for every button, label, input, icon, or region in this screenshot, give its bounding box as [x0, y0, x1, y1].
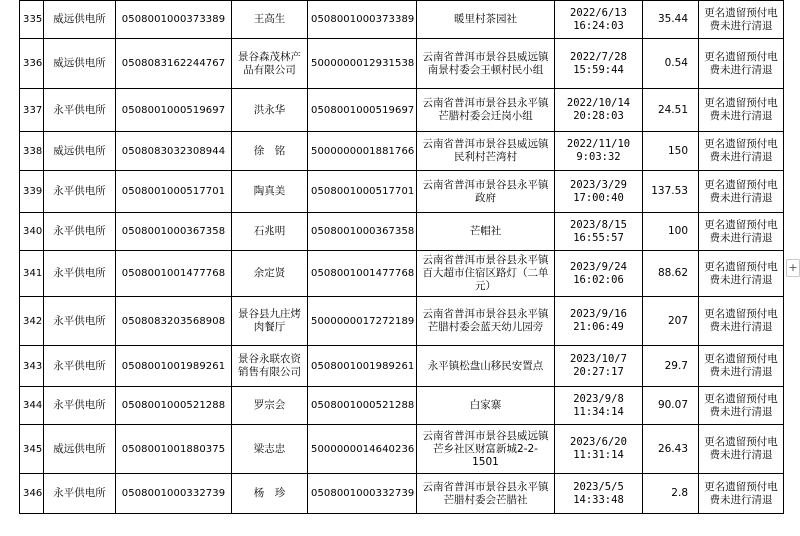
- amount-cell: 90.07: [643, 387, 699, 425]
- time-text: 17:00:40: [573, 191, 624, 204]
- office-cell: 永平供电所: [44, 213, 116, 251]
- amount-cell: 207: [643, 297, 699, 346]
- amount-cell: 29.7: [643, 346, 699, 387]
- meter-number-cell: 0508001001989261: [308, 346, 417, 387]
- date-text: 2023/10/7: [570, 353, 627, 365]
- customer-name-cell: 徐 铭: [232, 132, 308, 171]
- customer-name-cell: 余定贤: [232, 251, 308, 297]
- time-text: 16:24:03: [573, 19, 624, 32]
- reason-cell: 更名遗留预付电费未进行清退: [699, 297, 784, 346]
- date-text: 2023/5/5: [573, 480, 624, 493]
- account-number-cell: 0508001000332739: [116, 474, 232, 514]
- account-number-cell: 0508001000517701: [116, 171, 232, 213]
- datetime-cell: [555, 213, 643, 251]
- reason-cell: 更名遗留预付电费未进行清退: [699, 425, 784, 474]
- datetime-cell: [555, 297, 643, 346]
- time-text: 20:27:17: [573, 366, 624, 378]
- address-cell: 云南省普洱市景谷县威远镇南景村委会王顿村民小组: [417, 39, 555, 89]
- account-number-cell: 0508001001880375: [116, 425, 232, 474]
- time-text: 16:55:57: [573, 231, 624, 244]
- date-text: 2023/6/20: [570, 436, 627, 448]
- date-text: 2022/11/10: [566, 138, 631, 150]
- row-number: 341: [20, 251, 44, 297]
- reason-cell: 更名遗留预付电费未进行清退: [699, 346, 784, 387]
- date-text: 2023/9/8: [573, 392, 624, 405]
- meter-number-cell: 0508001000373389: [308, 1, 417, 39]
- row-number: 344: [20, 387, 44, 425]
- account-number-cell: 0508083203568908: [116, 297, 232, 346]
- table-row: [20, 39, 784, 89]
- datetime-cell: [555, 474, 643, 514]
- reason-cell: 更名遗留预付电费未进行清退: [699, 1, 784, 39]
- account-number-cell: 0508001001477768: [116, 251, 232, 297]
- customer-name-cell: 梁志忠: [232, 425, 308, 474]
- office-cell: 威远供电所: [44, 1, 116, 39]
- meter-number-cell: 0508001000521288: [308, 387, 417, 425]
- customer-name-cell: 洪永华: [232, 89, 308, 132]
- meter-number-cell: 5000000001881766: [308, 132, 417, 171]
- reason-cell: 更名遗留预付电费未进行清退: [699, 474, 784, 514]
- row-number: 343: [20, 346, 44, 387]
- address-cell: 云南省普洱市景谷县威远镇芒乡社区财富新城2-2-1501: [417, 425, 555, 474]
- row-number: 346: [20, 474, 44, 514]
- amount-cell: 137.53: [643, 171, 699, 213]
- reason-cell: 更名遗留预付电费未进行清退: [699, 171, 784, 213]
- reason-cell: 更名遗留预付电费未进行清退: [699, 387, 784, 425]
- address-cell: 芒帽社: [417, 213, 555, 251]
- time-text: 11:31:14: [573, 449, 624, 461]
- address-cell: 暖里村茶园社: [417, 1, 555, 39]
- meter-number-cell: 0508001000332739: [308, 474, 417, 514]
- account-number-cell: 0508083162244767: [116, 39, 232, 89]
- amount-cell: 88.62: [643, 251, 699, 297]
- customer-name-cell: 杨 珍: [232, 474, 308, 514]
- table-row: [20, 1, 784, 39]
- address-cell: 云南省普洱市景谷县永平镇百大超市住宿区路灯（二单元）: [417, 251, 555, 297]
- table-row: [20, 171, 784, 213]
- customer-name-cell: 陶真美: [232, 171, 308, 213]
- reason-cell: 更名遗留预付电费未进行清退: [699, 89, 784, 132]
- address-cell: 云南省普洱市景谷县永平镇芒腊村委会芒腊社: [417, 474, 555, 514]
- row-number: 345: [20, 425, 44, 474]
- time-text: 16:02:06: [573, 273, 624, 286]
- account-number-cell: 0508001000519697: [116, 89, 232, 132]
- date-text: 2022/10/14: [566, 97, 631, 109]
- row-number: 342: [20, 297, 44, 346]
- amount-cell: 2.8: [643, 474, 699, 514]
- row-number: 338: [20, 132, 44, 171]
- office-cell: 永平供电所: [44, 89, 116, 132]
- customer-name-cell: 景谷县九庄烤肉餐厅: [232, 297, 308, 346]
- address-cell: 云南省普洱市景谷县永平镇政府: [417, 171, 555, 213]
- reason-cell: 更名遗留预付电费未进行清退: [699, 132, 784, 171]
- office-cell: 威远供电所: [44, 425, 116, 474]
- row-number: 337: [20, 89, 44, 132]
- amount-cell: 26.43: [643, 425, 699, 474]
- datetime-cell: [555, 89, 643, 132]
- address-cell: 永平镇松盘山移民安置点: [417, 346, 555, 387]
- address-cell: 云南省普洱市景谷县永平镇芒腊村委会迁岗小组: [417, 89, 555, 132]
- table-row: [20, 297, 784, 346]
- customer-name-cell: 罗宗会: [232, 387, 308, 425]
- row-number: 340: [20, 213, 44, 251]
- reason-cell: 更名遗留预付电费未进行清退: [699, 39, 784, 89]
- datetime-cell: [555, 1, 643, 39]
- office-cell: 威远供电所: [44, 39, 116, 89]
- datetime-cell: [555, 132, 643, 171]
- meter-number-cell: 5000000012931538: [308, 39, 417, 89]
- refund-table: [19, 0, 784, 514]
- time-text: 20:28:03: [573, 110, 624, 122]
- amount-cell: 35.44: [643, 1, 699, 39]
- reason-cell: 更名遗留预付电费未进行清退: [699, 251, 784, 297]
- time-text: 11:34:14: [573, 405, 624, 418]
- row-number: 339: [20, 171, 44, 213]
- datetime-cell: [555, 346, 643, 387]
- customer-name-cell: 石兆明: [232, 213, 308, 251]
- time-text: 14:33:48: [573, 493, 624, 506]
- date-text: 2022/7/28: [570, 50, 627, 63]
- account-number-cell: 0508001001989261: [116, 346, 232, 387]
- meter-number-cell: 0508001000367358: [308, 213, 417, 251]
- table-row: [20, 474, 784, 514]
- reason-cell: 更名遗留预付电费未进行清退: [699, 213, 784, 251]
- meter-number-cell: 0508001000517701: [308, 171, 417, 213]
- office-cell: 永平供电所: [44, 387, 116, 425]
- office-cell: 永平供电所: [44, 346, 116, 387]
- account-number-cell: 0508001000373389: [116, 1, 232, 39]
- table-row: [20, 89, 784, 132]
- office-cell: 永平供电所: [44, 251, 116, 297]
- row-number: 336: [20, 39, 44, 89]
- row-number: 335: [20, 1, 44, 39]
- customer-name-cell: 景谷森茂林产品有限公司: [232, 39, 308, 89]
- date-text: 2023/3/29: [570, 178, 627, 191]
- date-text: 2023/9/16: [570, 308, 627, 320]
- datetime-cell: [555, 171, 643, 213]
- office-cell: 永平供电所: [44, 297, 116, 346]
- amount-cell: 24.51: [643, 89, 699, 132]
- time-text: 21:06:49: [573, 321, 624, 333]
- meter-number-cell: 5000000014640236: [308, 425, 417, 474]
- address-cell: 白家寨: [417, 387, 555, 425]
- datetime-cell: [555, 251, 643, 297]
- table-row: [20, 346, 784, 387]
- table-row: [20, 132, 784, 171]
- amount-cell: 100: [643, 213, 699, 251]
- date-text: 2022/6/13: [570, 6, 627, 19]
- amount-cell: 150: [643, 132, 699, 171]
- time-text: 9:03:32: [576, 151, 621, 163]
- table-row: [20, 213, 784, 251]
- meter-number-cell: 0508001000519697: [308, 89, 417, 132]
- office-cell: 永平供电所: [44, 474, 116, 514]
- expand-side-button[interactable]: +: [786, 259, 800, 277]
- amount-cell: 0.54: [643, 39, 699, 89]
- office-cell: 威远供电所: [44, 132, 116, 171]
- customer-name-cell: 王高生: [232, 1, 308, 39]
- meter-number-cell: 5000000017272189: [308, 297, 417, 346]
- account-number-cell: 0508083032308944: [116, 132, 232, 171]
- meter-number-cell: 0508001001477768: [308, 251, 417, 297]
- account-number-cell: 0508001000367358: [116, 213, 232, 251]
- office-cell: 永平供电所: [44, 171, 116, 213]
- datetime-cell: [555, 387, 643, 425]
- datetime-cell: [555, 39, 643, 89]
- datetime-cell: [555, 425, 643, 474]
- address-cell: 云南省普洱市景谷县永平镇芒腊村委会蓝天幼儿园旁: [417, 297, 555, 346]
- table-row: [20, 387, 784, 425]
- address-cell: 云南省普洱市景谷县威远镇民利村芒湾村: [417, 132, 555, 171]
- date-text: 2023/8/15: [570, 218, 627, 231]
- time-text: 15:59:44: [573, 63, 624, 76]
- account-number-cell: 0508001000521288: [116, 387, 232, 425]
- table-row: [20, 425, 784, 474]
- table-body: [20, 1, 784, 514]
- date-text: 2023/9/24: [570, 260, 627, 273]
- table-row: [20, 251, 784, 297]
- customer-name-cell: 景谷永联农资销售有限公司: [232, 346, 308, 387]
